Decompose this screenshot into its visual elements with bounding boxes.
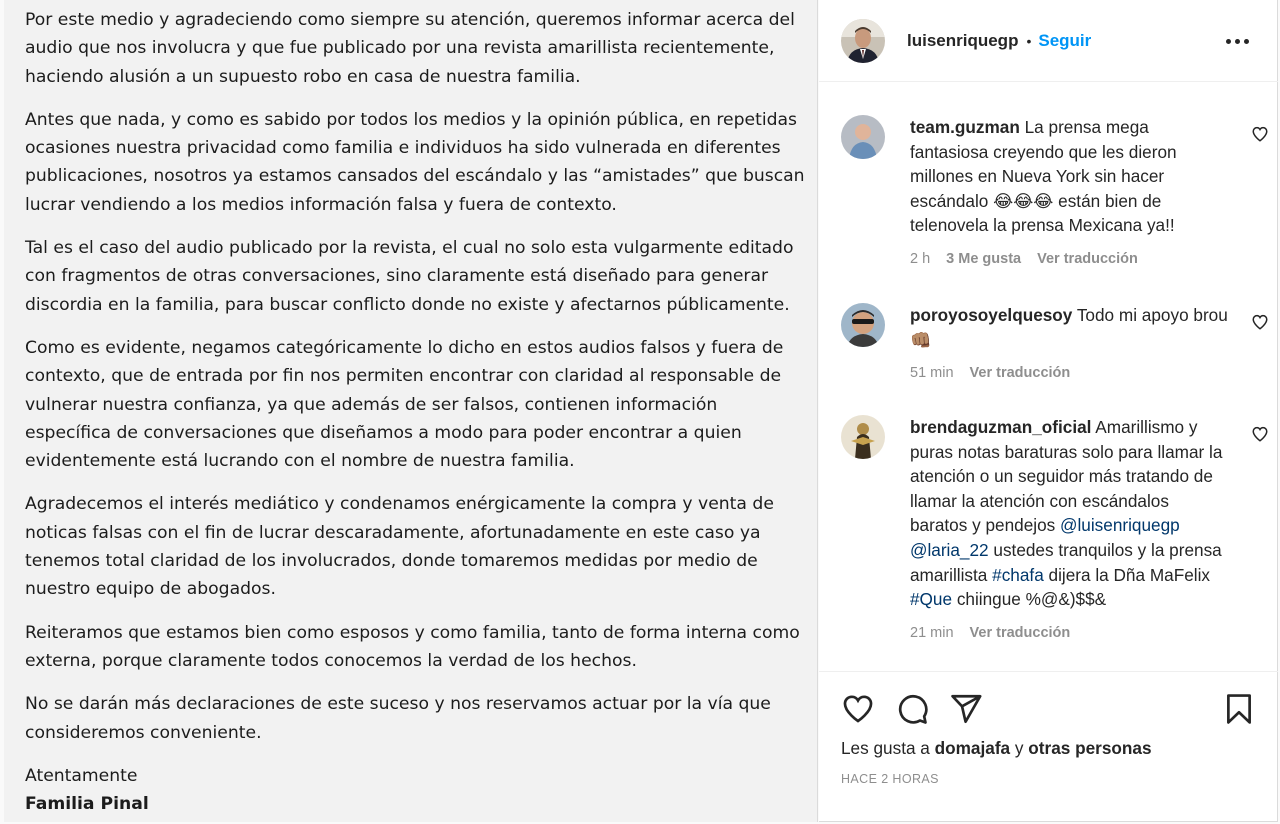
comment-body — [910, 415, 1228, 645]
translate-button[interactable]: Ver traducción — [969, 365, 1071, 382]
letter-paragraph-3: Tal es el caso del audio publicado por la revista, el cual no solo esta vulgarmente editado con fragmentos de otras conversaciones, sino claramente está diseñado para generar discordia en la familia, para buscar conflicto donde no existe y afectarnos públicamente. — [25, 238, 794, 315]
letter-signature: Familia Pinal — [25, 794, 149, 815]
mention-link[interactable]: @luisenriquegp — [1060, 515, 1180, 536]
commenter-avatar[interactable] — [841, 415, 885, 459]
follow-button[interactable]: Seguir — [1038, 30, 1092, 50]
post-time[interactable]: HACE 2 HORAS — [841, 772, 939, 786]
likes-summary[interactable] — [841, 738, 1152, 759]
letter-paragraph-7: No se darán más declaraciones de este suceso y nos reservamos actuar por la vía que consideremos conveniente. — [25, 694, 771, 743]
post-header — [819, 0, 1278, 82]
comment-text: dijera la Dña MaFelix — [1048, 564, 1210, 585]
comment-body — [910, 303, 1228, 386]
comment-likes-button[interactable]: 3 Me gusta — [946, 250, 1022, 267]
comment-body — [910, 115, 1228, 272]
header-separator: • — [1026, 32, 1032, 49]
letter-paragraph-6: Reiteramos que estamos bien como esposos y como familia, tanto de forma interna como externa, porque claramente todos conocemos la verdad de los hechos. — [25, 622, 800, 671]
letter-paragraph-5: Agradecemos el interés mediático y condenamos enérgicamente la compra y venta de noticas falsas con el fin de lucrar descaradamente, afortunadamente en este caso ya tenemos total claridad de los involucrados, donde tomaremos medidas por medio de nuestro equipo de abogados. — [25, 494, 774, 600]
comment-heart-icon[interactable] — [1251, 313, 1269, 331]
comment-meta — [910, 247, 1228, 272]
post-side-panel — [819, 0, 1278, 822]
author-avatar[interactable] — [841, 19, 885, 63]
comment-text: Todo mi apoyo brou 👊🏽 — [910, 305, 1228, 350]
comment-username[interactable]: team.guzman — [910, 117, 1020, 137]
commenter-avatar[interactable] — [841, 115, 885, 159]
bookmark-icon[interactable] — [1222, 692, 1256, 726]
letter-paragraph-2: Antes que nada, y como es sabido por todos los medios y la opinión pública, en repetidas ocasiones nuestra privacidad como familia e individuos ha sido vulnerada en diferentes publicaciones, nosotros ya estamos cansados del escándalo y las “amistades” que buscan lucrar vendiendo a los medios información falsa y fuera de contexto. — [25, 109, 805, 215]
mention-link[interactable]: @laria_22 — [910, 539, 989, 560]
likes-prefix: Les gusta a — [841, 738, 930, 758]
hashtag-link[interactable]: #Que — [910, 589, 953, 610]
comment-text: La prensa mega fantasiosa creyendo que les dieron millones en Nueva York sin hacer escándalo 😂😂😂 están bien de telenovela la prensa Mexicana ya!! — [910, 117, 1177, 236]
translate-button[interactable]: Ver traducción — [969, 624, 1071, 641]
hashtag-link[interactable]: #chafa — [992, 564, 1044, 585]
translate-button[interactable]: Ver traducción — [1037, 250, 1138, 267]
heart-icon[interactable] — [841, 692, 875, 726]
comment-text: Amarillismo y puras notas baraturas solo para llamar la atención o un seguidor más tratando de llamar la atención con escándalos baratos y pendejos — [910, 417, 1223, 536]
comment-time[interactable]: 2 h — [910, 250, 931, 267]
comment-text: ustedes tranquilos y la prensa amarillista — [910, 539, 1222, 585]
comments-list[interactable] — [819, 83, 1278, 671]
comment-time[interactable]: 51 min — [910, 365, 954, 382]
comment-meta — [910, 361, 1228, 386]
post-actions — [819, 671, 1278, 822]
letter-paragraph-1: Por este medio y agradeciendo como siempre su atención, queremos informar acerca del audio que nos involucra y que fue publicado por una revista amarillista recientemente, haciendo alusión a un supuesto robo en casa de nuestra familia. — [25, 10, 795, 87]
comment-meta — [910, 621, 1228, 646]
likes-and: y — [1014, 738, 1024, 758]
likes-others-link[interactable]: otras personas — [1028, 738, 1152, 758]
post-image-letter[interactable] — [4, 0, 818, 822]
commenter-avatar[interactable] — [841, 303, 885, 347]
comment-heart-icon[interactable] — [1251, 125, 1269, 143]
share-icon[interactable] — [949, 692, 983, 726]
comment-time[interactable]: 21 min — [910, 624, 954, 641]
author-username[interactable]: luisenriquegp — [907, 30, 1019, 50]
comment-username[interactable]: poroyosoyelquesoy — [910, 305, 1073, 325]
likes-user-link[interactable]: domajafa — [934, 738, 1011, 758]
comment-heart-icon[interactable] — [1251, 425, 1269, 443]
comment-username[interactable]: brendaguzman_oficial — [910, 417, 1092, 437]
comment-icon[interactable] — [895, 692, 929, 726]
letter-paragraph-4: Como es evidente, negamos categóricamente lo dicho en estos audios falsos y fuera de contexto, que de entrada por fin nos permiten encontrar con claridad al responsable de vulnerar nuestra confianza, ya que además de ser falsos, contienen información específica de conversaciones que diseñamos a modo para poder encontrar a quien evidentemente está lucrando con el nombre de nuestra familia. — [25, 337, 784, 472]
more-icon[interactable] — [1224, 28, 1250, 54]
letter-closing: Atentamente — [25, 765, 138, 786]
comment-text: chiingue %@&)$$& — [956, 589, 1107, 610]
